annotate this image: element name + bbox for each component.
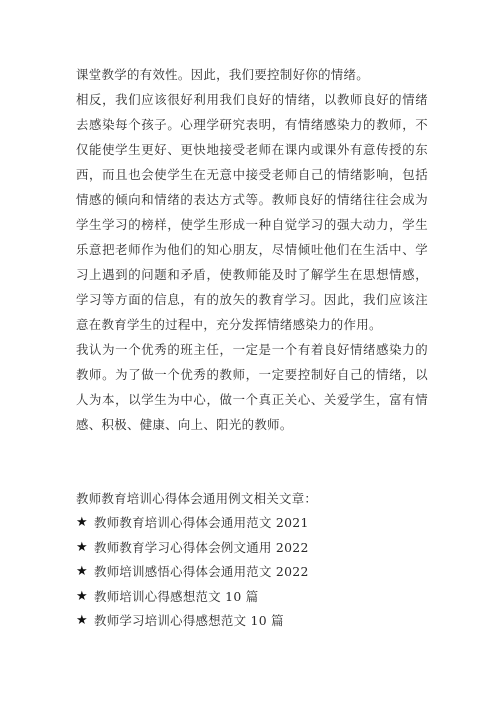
document-body: [76, 62, 428, 437]
related-article-item[interactable]: [76, 536, 428, 561]
related-article-item[interactable]: [76, 560, 428, 585]
star-icon: ★: [76, 588, 88, 604]
related-articles-title: 教师教育培训心得体会通用例文相关文章：: [76, 491, 318, 506]
related-article-link[interactable]: 教师教育学习心得体会例文通用 2022: [94, 539, 309, 555]
star-icon: ★: [76, 564, 88, 579]
related-article-link[interactable]: 教师培训心得感想范文 10 篇: [94, 588, 259, 604]
star-icon: ★: [76, 515, 88, 530]
star-icon: ★: [76, 539, 88, 555]
related-article-link[interactable]: 教师学习培训心得感想范文 10 篇: [94, 613, 284, 628]
related-article-link[interactable]: 教师教育培训心得体会通用范文 2021: [94, 515, 309, 530]
related-articles-list: [76, 511, 428, 634]
star-icon: ★: [76, 613, 88, 628]
related-articles-section: [76, 486, 428, 634]
paragraph-2: 相反，我们应该很好利用我们良好的情绪，以教师良好的情绪去感染每个孩子。心理学研究表明，有情绪感染力的教师，不仅能使学生更好、更快地接受老师在课内或课外有意传授的东西，而且也会使学生在无意中接受老师自己的情绪影响，包括情感的倾向和情绪的表达方式等。教师良好的情绪往往会成为学生学习的榜样，使学生形成一种自觉学习的强大动力，学生乐意把老师作为他们的知心朋友，尽情倾吐他们在生活中、学习上遇到的问题和矛盾，使教师能及时了解学生在思想情感，学习等方面的信息，有的放矢的教育学习。因此，我们应该注意在教育学生的过程中，充分发挥情绪感染力的作用。: [76, 92, 428, 332]
related-article-link[interactable]: 教师培训感悟心得体会通用范文 2022: [94, 564, 309, 579]
related-article-item[interactable]: [76, 511, 428, 536]
paragraph-3: 我认为一个优秀的班主任，一定是一个有着良好情绪感染力的教师。为了做一个优秀的教师，一定要控制好自己的情绪，以人为本，以学生为中心，做一个真正关心、关爱学生，富有情感、积极、健康、向上、阳光的教师。: [76, 342, 428, 432]
related-article-item[interactable]: [76, 609, 428, 634]
related-article-item[interactable]: [76, 585, 428, 610]
paragraph-1: 课堂教学的有效性。因此，我们要控制好你的情绪。: [76, 67, 370, 82]
